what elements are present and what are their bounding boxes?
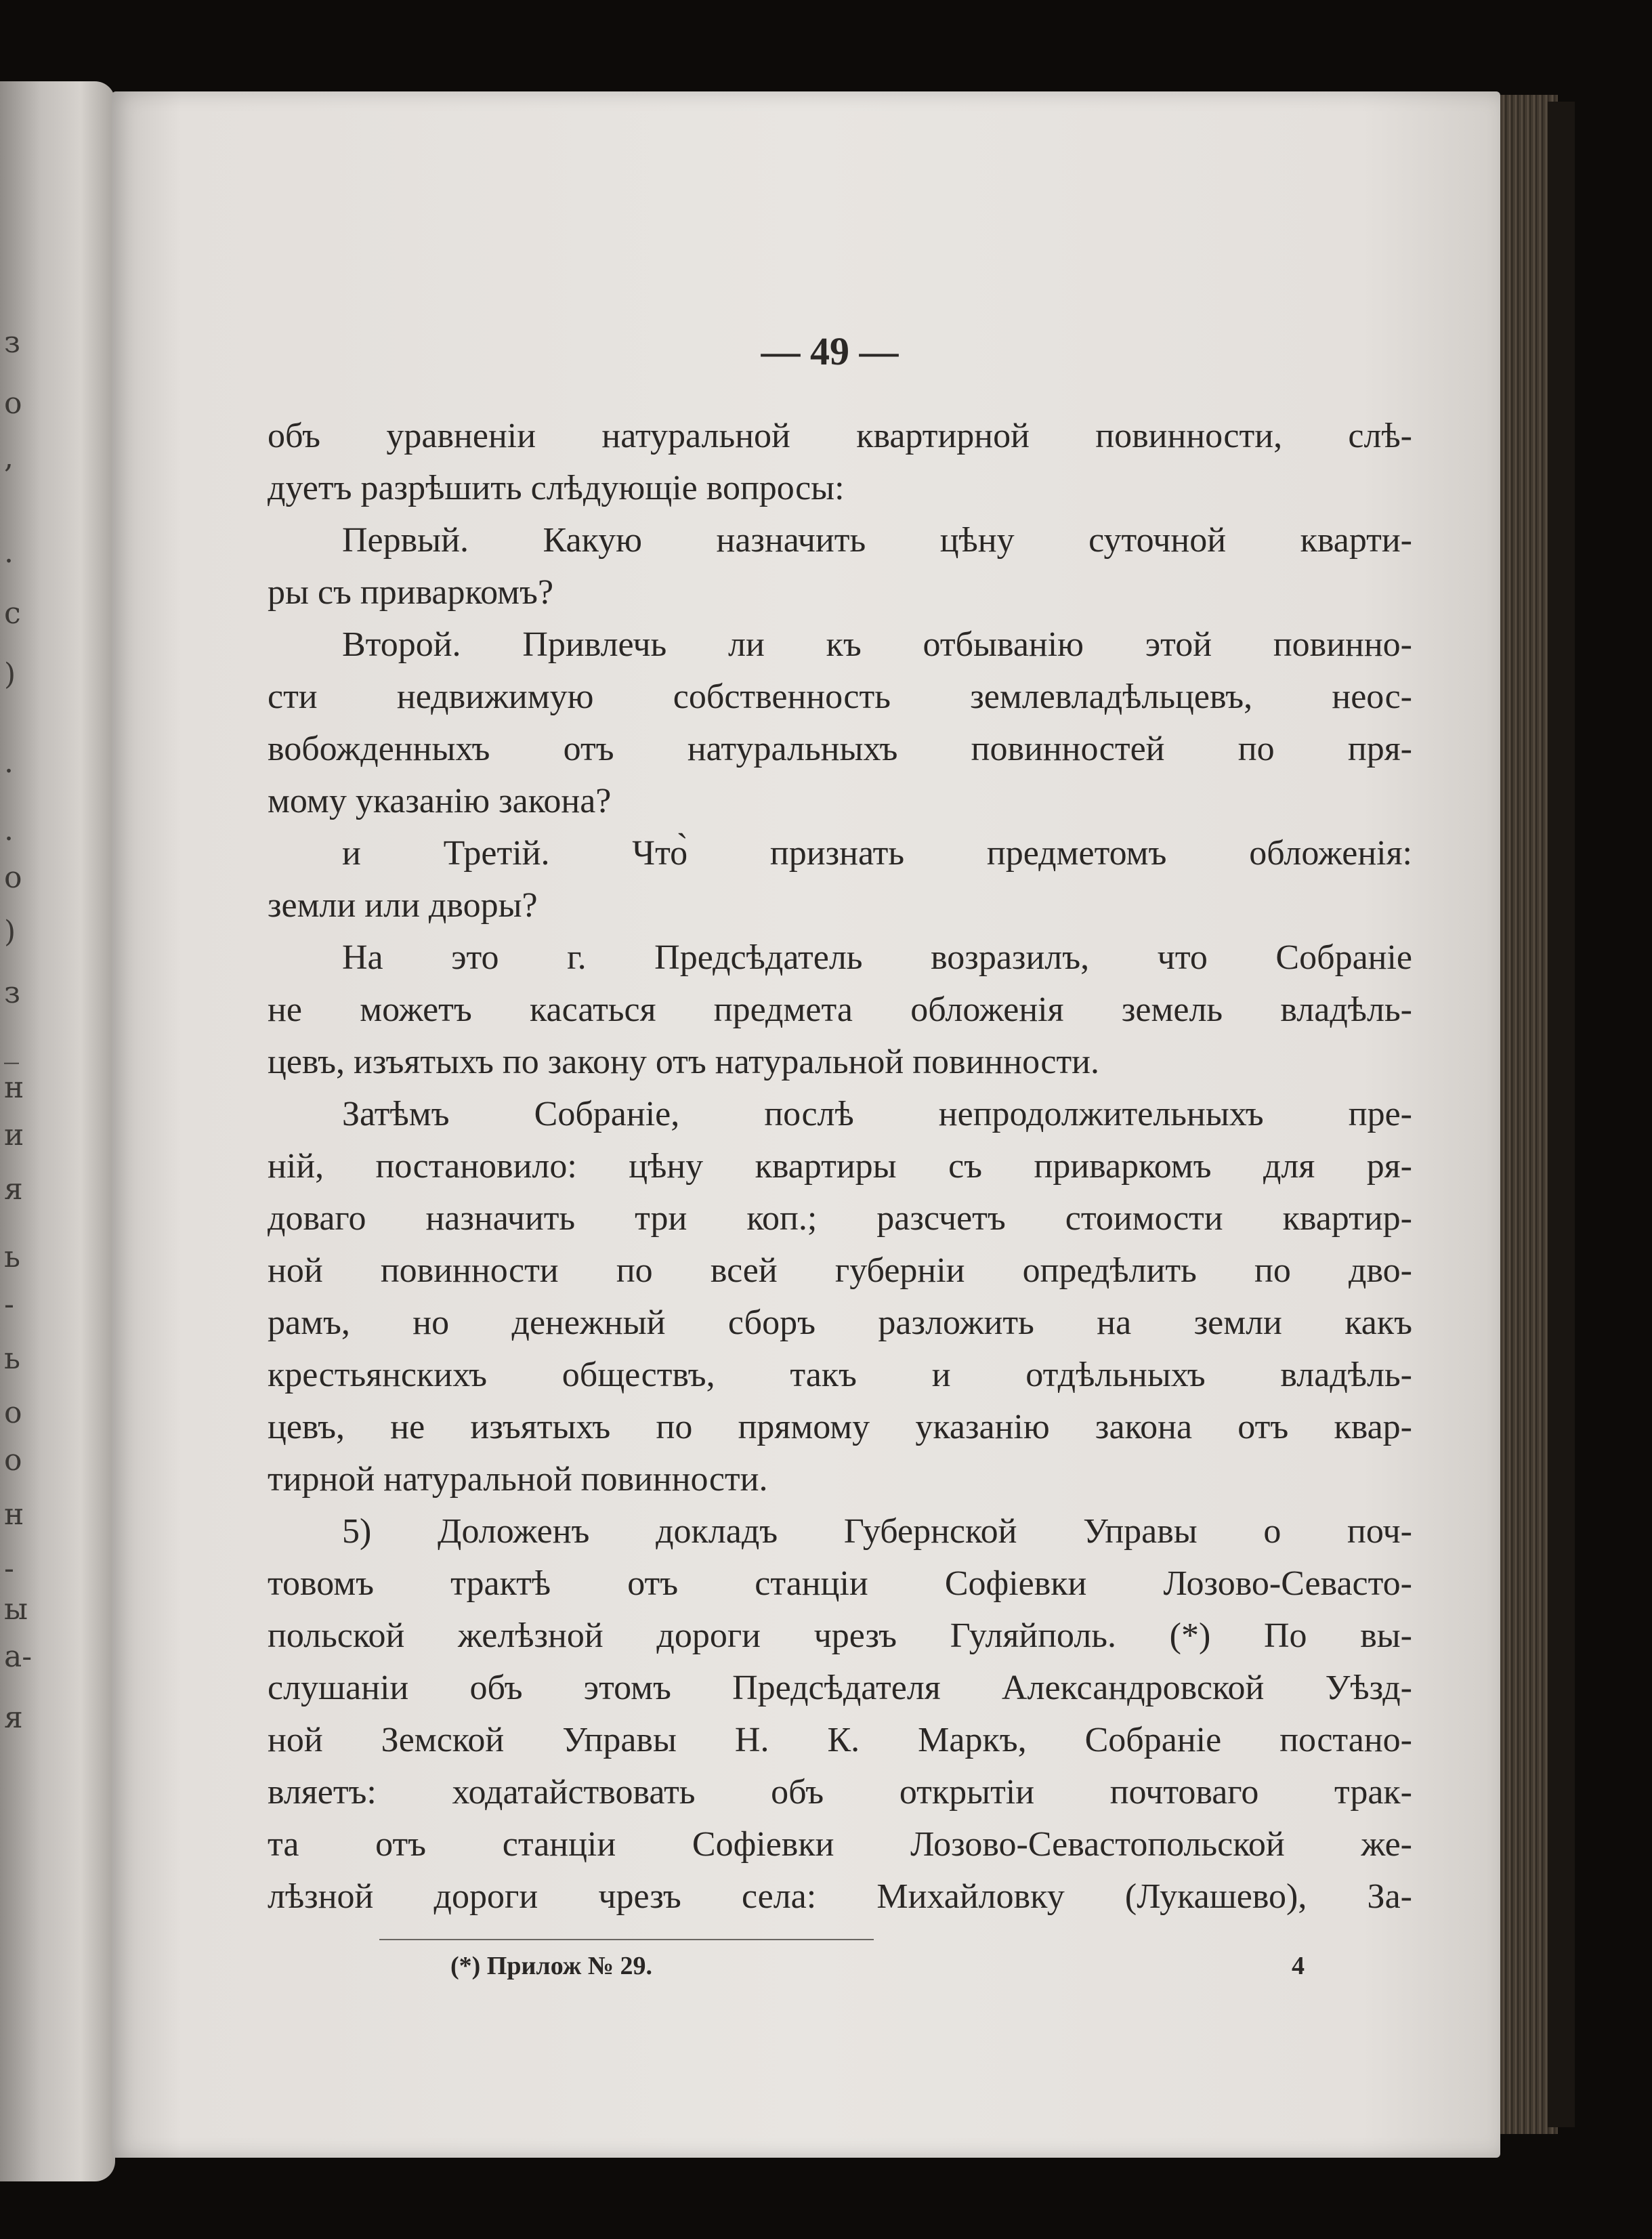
text-line: цевъ, не изъятыхъ по прямому указанію закона отъ квар- xyxy=(268,1408,1412,1446)
text-line: тирной натуральной повинности. xyxy=(268,1460,768,1499)
text-line: доваго назначить три коп.; разсчетъ стоимости квартир- xyxy=(268,1199,1412,1238)
left-page-glyph: , xyxy=(4,440,14,475)
left-page-glyph: - xyxy=(4,1551,14,1586)
page-text xyxy=(268,410,1412,1923)
text-line: На это г. Предсѣдатель возразилъ, что Собраніе xyxy=(342,938,1412,977)
text-line: рамъ, но денежный сборъ разложить на земли какъ xyxy=(268,1303,1412,1342)
left-page-glyph: з xyxy=(4,325,20,360)
left-page-glyph: ь xyxy=(4,1240,20,1274)
left-page-glyph: и xyxy=(4,1118,24,1152)
left-page-glyph: . xyxy=(4,535,14,570)
left-page-glyph: ы xyxy=(4,1592,28,1627)
left-page-glyph: о xyxy=(4,860,22,895)
left-page-edge xyxy=(0,81,115,2181)
text-line: ной Земской Управы Н. К. Маркъ, Собраніе постано- xyxy=(268,1721,1412,1759)
left-page-glyph: з xyxy=(4,976,20,1010)
text-line: ры съ приваркомъ? xyxy=(268,573,554,612)
left-page-glyph: о xyxy=(4,1443,22,1478)
text-line: мому указанію закона? xyxy=(268,782,612,820)
text-line: лѣзной дороги чрезъ села: Михайловку (Лукашево), За- xyxy=(268,1877,1412,1916)
text-line: крестьянскихъ обществъ, такъ и отдѣльныхъ владѣль- xyxy=(268,1356,1412,1394)
footnote: (*) Прилож № 29. xyxy=(450,1952,653,1980)
left-page-glyph: н xyxy=(4,1070,24,1105)
text-line: ной повинности по всей губерніи опредѣлить по дво- xyxy=(268,1251,1412,1290)
left-page-glyph: с xyxy=(4,596,21,631)
text-line: вляетъ: ходатайствовать объ открытіи почтоваго трак- xyxy=(268,1773,1412,1812)
left-page-glyph: ) xyxy=(4,657,16,692)
left-page-glyph: _ xyxy=(4,1030,19,1064)
text-line: цевъ, изъятыхъ по закону отъ натуральной повинности. xyxy=(268,1043,1099,1081)
left-page-glyph: я xyxy=(4,1700,23,1735)
text-line: Первый. Какую назначить цѣну суточной кварти- xyxy=(342,521,1412,560)
text-line: сти недвижимую собственность землевладѣльцевъ, неос- xyxy=(268,677,1412,716)
text-line: и Третій. Что̀ признать предметомъ обложенія: xyxy=(342,834,1412,873)
text-line: объ уравненіи натуральной квартирной повинности, слѣ- xyxy=(268,417,1412,455)
text-line: Затѣмъ Собраніе, послѣ непродолжительныхъ пре- xyxy=(342,1095,1412,1133)
text-line: вобожденныхъ отъ натуральныхъ повинностей по пря- xyxy=(268,730,1412,768)
left-page-glyph: я xyxy=(4,1172,23,1207)
left-page-glyph: о xyxy=(4,1396,22,1430)
text-line: польской желѣзной дороги чрезъ Гуляйполь. (*) По вы- xyxy=(268,1616,1412,1655)
footnote-rule xyxy=(379,1939,874,1940)
left-page-glyph: ) xyxy=(4,915,16,949)
left-page-glyph: . xyxy=(4,813,14,848)
text-line: Второй. Привлечь ли къ отбыванію этой повинно- xyxy=(342,625,1412,664)
left-page-glyph: - xyxy=(4,1287,14,1322)
page-number: — 49 — xyxy=(761,329,899,373)
signature-mark: 4 xyxy=(1292,1952,1305,1980)
left-page-glyph: а- xyxy=(4,1639,33,1674)
left-page-glyph: . xyxy=(4,745,14,780)
text-line: та отъ станціи Софіевки Лозово-Севастопольской же- xyxy=(268,1825,1412,1864)
text-line: ній, постановило: цѣну квартиры съ приваркомъ для ря- xyxy=(268,1147,1412,1186)
text-line: 5) Доложенъ докладъ Губернской Управы о поч- xyxy=(342,1512,1412,1551)
text-line: не можетъ касаться предмета обложенія земель владѣль- xyxy=(268,990,1412,1029)
text-line: слушаніи объ этомъ Предсѣдателя Александровской Уѣзд- xyxy=(268,1669,1412,1707)
left-page-glyph: н xyxy=(4,1497,24,1532)
text-line: земли или дворы? xyxy=(268,886,538,925)
left-page-glyph: ь xyxy=(4,1341,20,1376)
left-page-glyph: о xyxy=(4,386,22,421)
book-page xyxy=(112,91,1500,2158)
text-line: товомъ трактѣ отъ станціи Софіевки Лозово-Севасто- xyxy=(268,1564,1412,1603)
book-edge-shadow xyxy=(1548,102,1575,2127)
text-line: дуетъ разрѣшить слѣдующіе вопросы: xyxy=(268,469,845,507)
